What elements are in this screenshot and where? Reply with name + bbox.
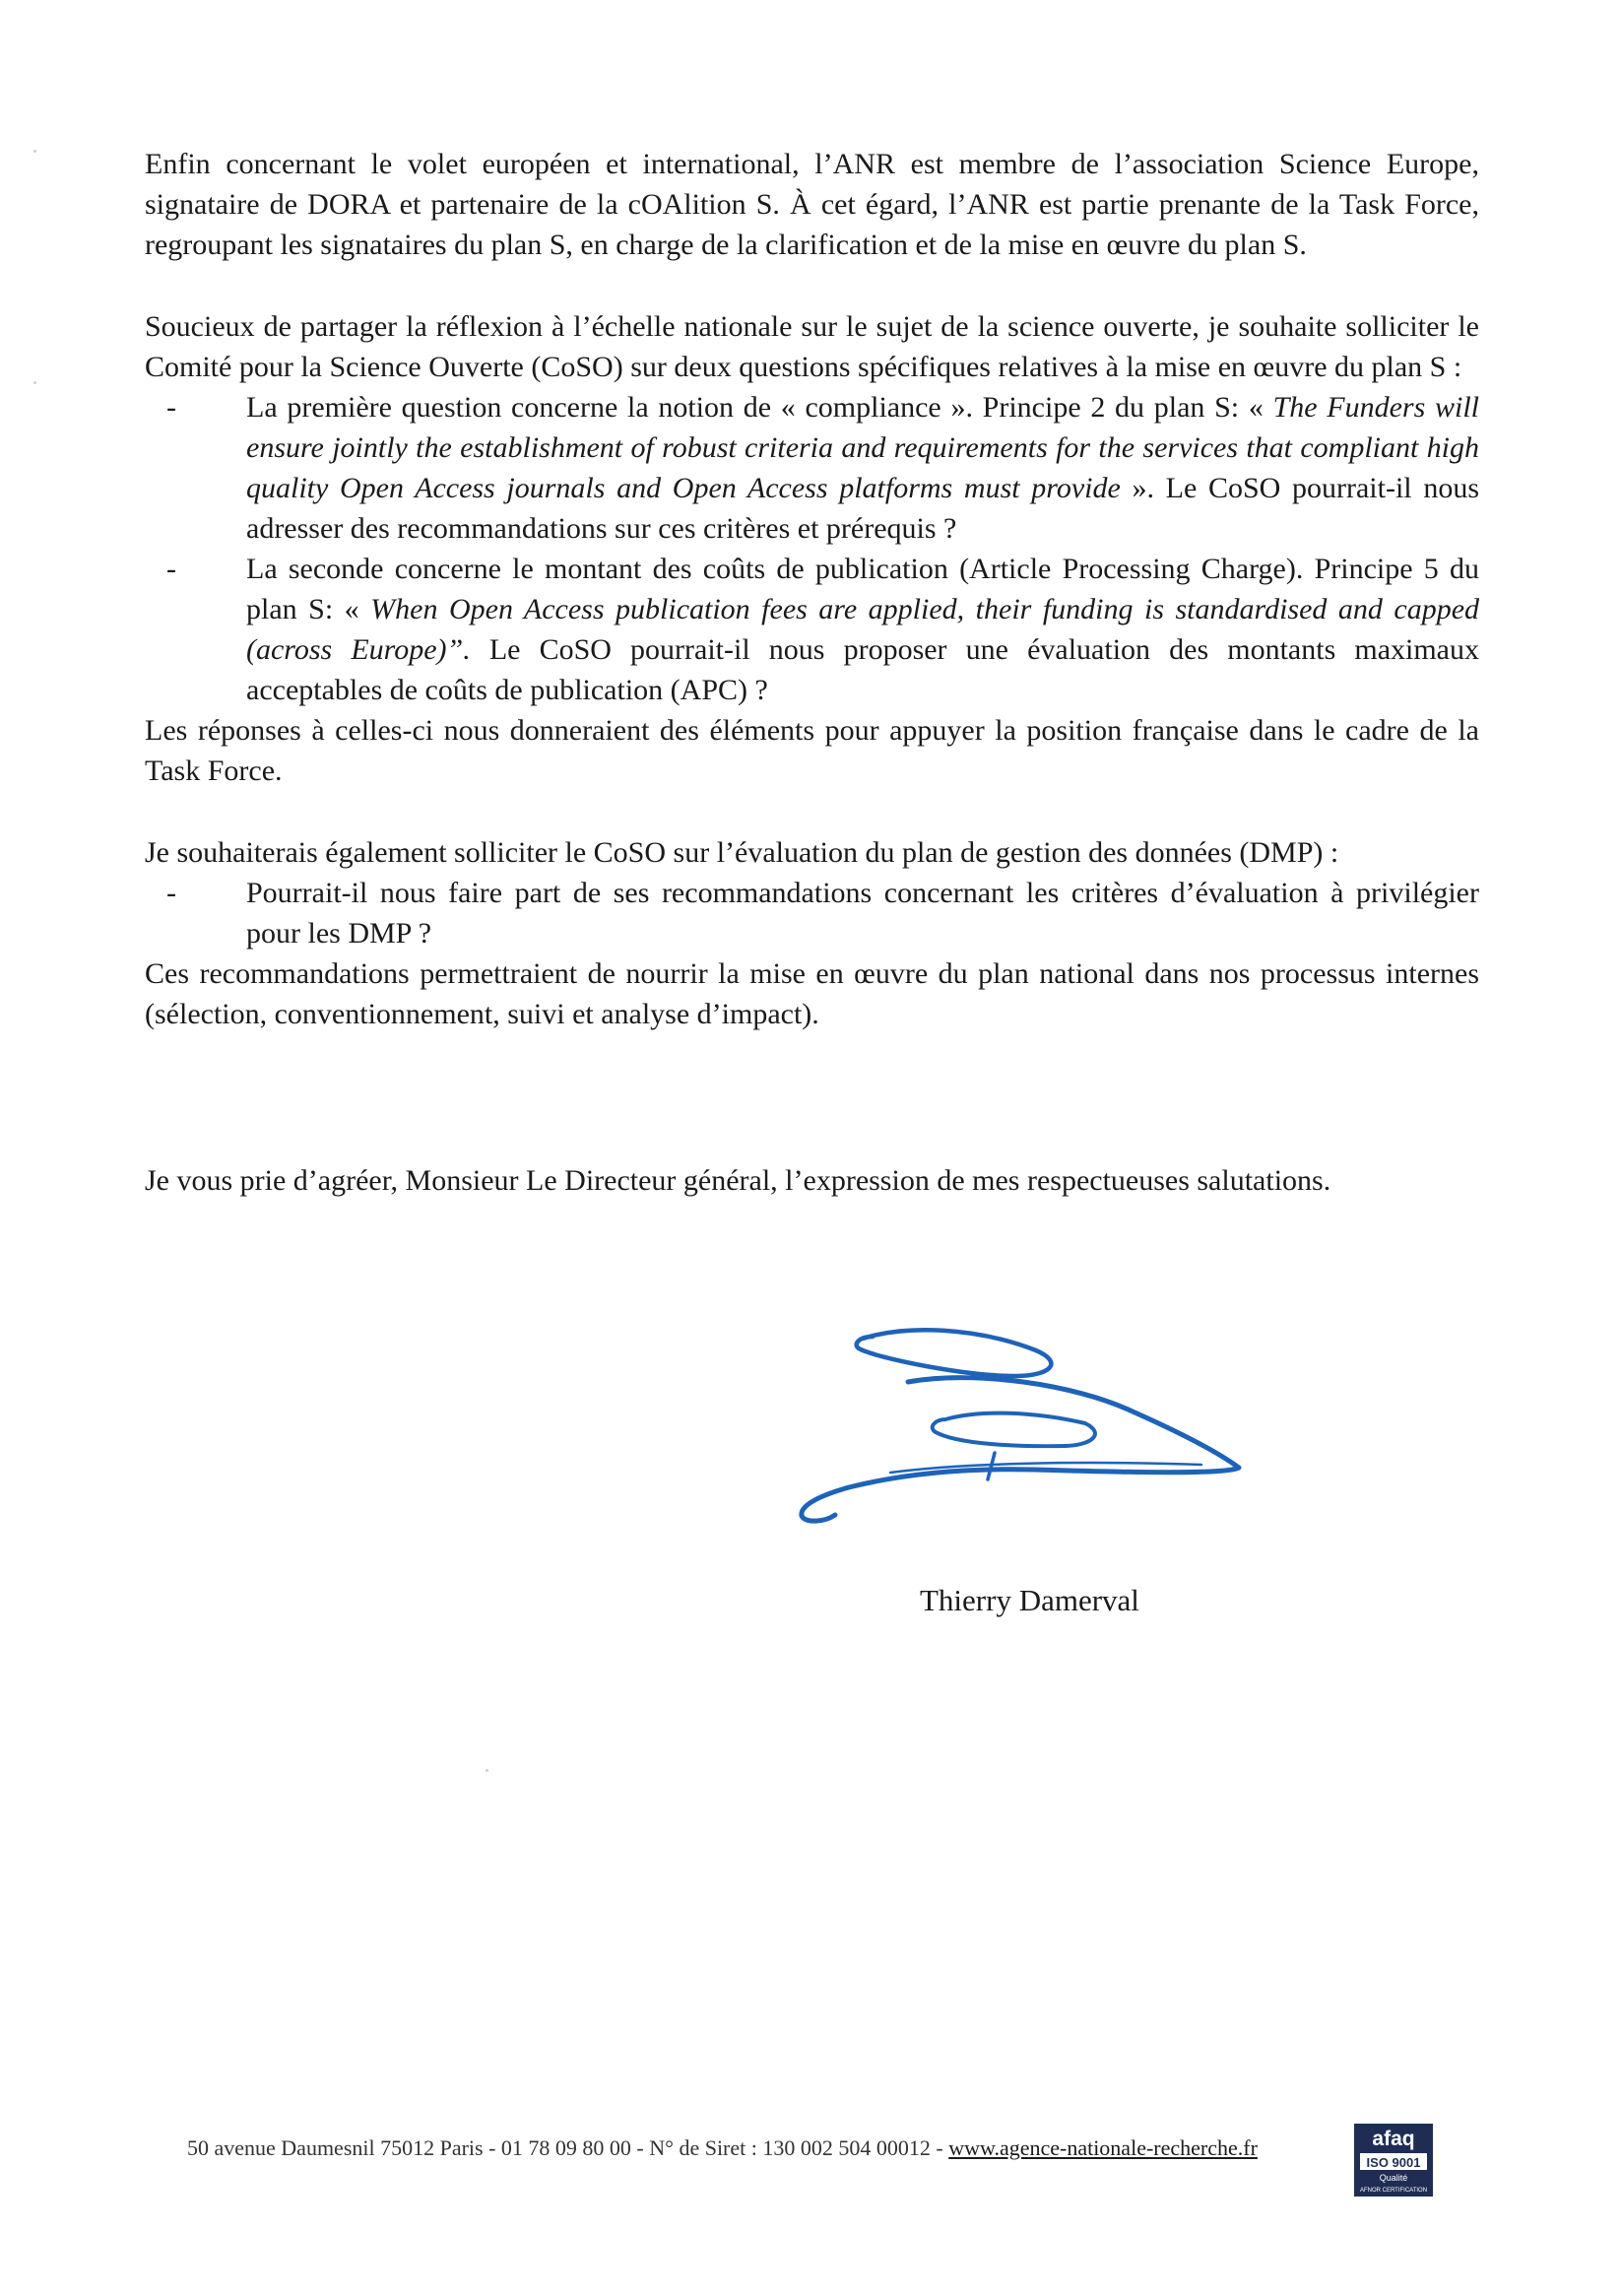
principle-5-quote: When Open Access publication fees are applied, their funding is standardised and capped (across Europe)”. xyxy=(246,593,1480,666)
scan-speck xyxy=(33,150,36,153)
paragraph-task-force: Les réponses à celles-ci nous donneraient des éléments pour appuyer la position française dans le cadre de la Task Force. xyxy=(145,714,1479,787)
letter-body xyxy=(145,144,1479,1201)
scan-speck xyxy=(33,381,36,384)
handwritten-signature xyxy=(788,1325,1261,1527)
signer-name: Thierry Damerval xyxy=(920,1583,1139,1617)
website-link[interactable]: www.agence-nationale-recherche.fr xyxy=(948,2135,1258,2160)
svg-text:AFNOR CERTIFICATION: AFNOR CERTIFICATION xyxy=(1359,2188,1428,2194)
paragraph-recommendations: Ces recommandations permettraient de nourrir la mise en œuvre du plan national dans nos processus internes (sélection, conventionnement, suivi et analyse d’impact). xyxy=(145,957,1479,1030)
paragraph-coso-request: Soucieux de partager la réflexion à l’échelle nationale sur le sujet de la science ouverte, je souhaite solliciter le Comité pour la Science Ouverte (CoSO) sur deux questions spécifiques relatives à la mise en œuvre du plan S : xyxy=(145,310,1479,383)
dmp-questions-list xyxy=(145,873,1479,953)
paragraph-european-context: Enfin concernant le volet européen et international, l’ANR est membre de l’association Science Europe, signataire de DORA et partenaire de la cOAlition S. À cet égard, l’ANR est partie prenante de la Task Force, regroupant les signataires du plan S, en charge de la clarification et de la mise en œuvre du plan S. xyxy=(145,148,1479,261)
plan-s-questions-list xyxy=(145,387,1479,710)
footer-address xyxy=(187,2134,1258,2162)
question-dmp-criteria: - Pourrait-il nous faire part de ses recommandations concernant les critères d’évaluation à privilégier pour les DMP ? xyxy=(246,873,1479,953)
question-publication-costs: - La seconde concerne le montant des coûts de publication (Article Processing Charge). Principe 5 du plan S: « When Open Access publication fees are applied, their funding is standardised and capped (across Europe)”. Le CoSO pourrait-il nous proposer une évaluation des montants maximaux acceptables de coûts de publication (APC) ? xyxy=(246,549,1479,710)
footer-address-text: 50 avenue Daumesnil 75012 Paris - 01 78 09 80 00 - N° de Siret : 130 002 504 00012 - xyxy=(187,2135,949,2160)
principle-2-quote: The Funders will ensure jointly the establishment of robust criteria and requirements for the services that compliant high quality Open Access journals and Open Access platforms must provide xyxy=(246,391,1479,504)
paragraph-dmp-request: Je souhaiterais également solliciter le CoSO sur l’évaluation du plan de gestion des données (DMP) : xyxy=(145,836,1339,869)
closing-formula: Je vous prie d’agréer, Monsieur Le Directeur général, l’expression de mes respectueuses salutations. xyxy=(145,1164,1331,1197)
svg-text:ISO 9001: ISO 9001 xyxy=(1366,2155,1421,2170)
question-compliance: - La première question concerne la notion de « compliance ». Principe 2 du plan S: « The Funders will ensure jointly the establishment of robust criteria and requirements for the services that compliant high quality Open Access journals and Open Access platforms must provide ». Le CoSO pourrait-il nous adresser des recommandations sur ces critères et prérequis ? xyxy=(246,387,1479,549)
svg-text:afaq: afaq xyxy=(1372,2128,1415,2150)
afaq-iso-9001-logo xyxy=(1354,2124,1433,2197)
svg-text:Qualité: Qualité xyxy=(1379,2173,1408,2183)
scan-speck xyxy=(486,1769,488,1772)
